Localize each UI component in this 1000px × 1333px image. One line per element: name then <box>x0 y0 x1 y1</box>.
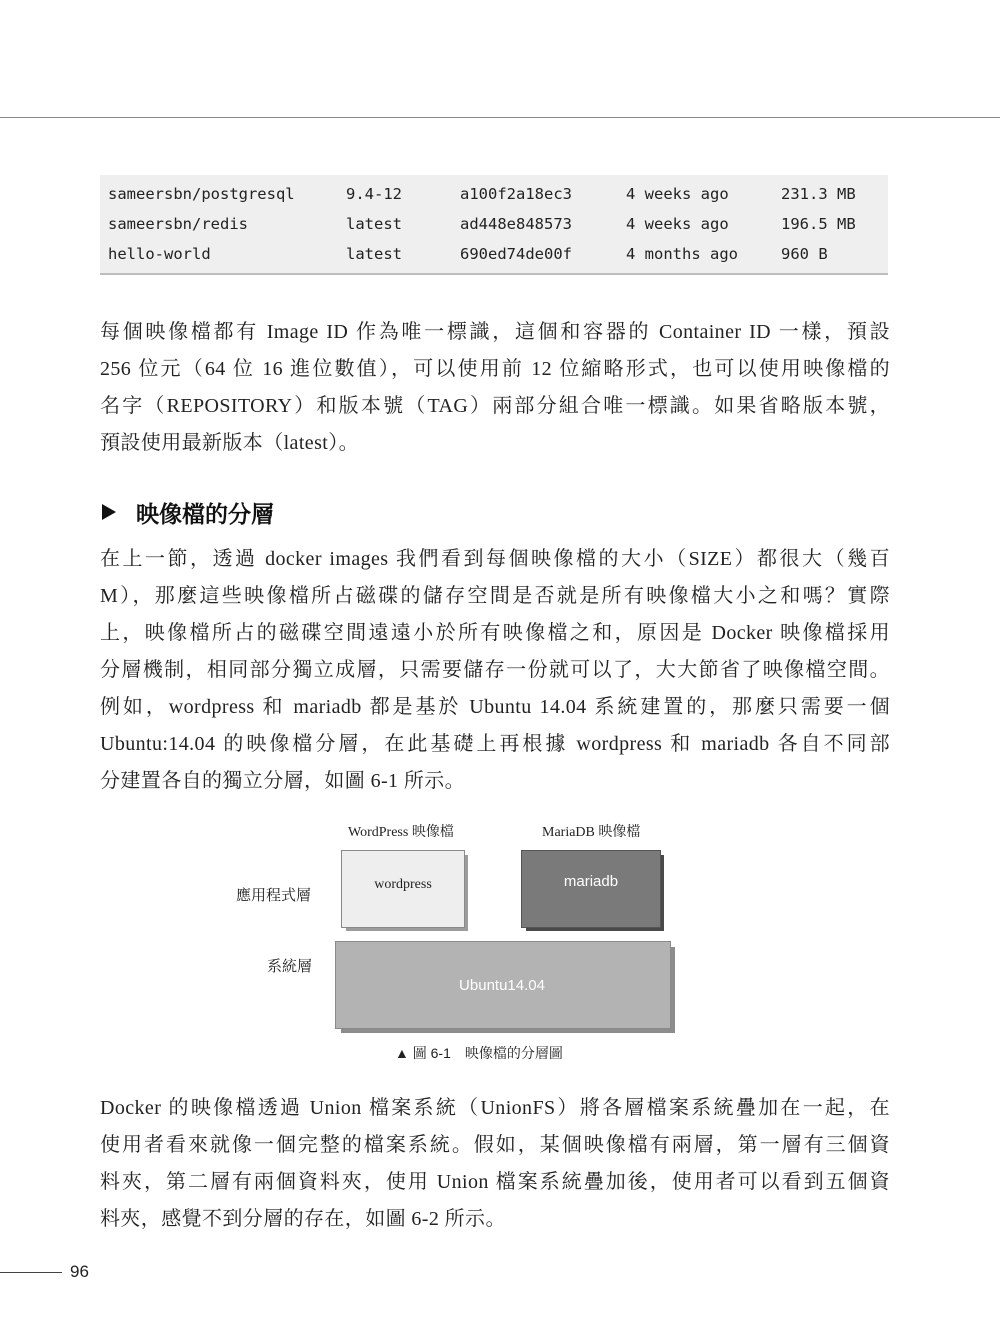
paragraph-line: Ubuntu:14.04 的映像檔分層，在此基礎上再根據 wordpress 和 mariadb 各自不同部 <box>100 733 890 755</box>
ubuntu-box-face <box>335 941 671 1029</box>
paragraph-line: 料夾，感覺不到分層的存在，如圖 6-2 所示。 <box>100 1208 506 1230</box>
column-label-wordpress: WordPress 映像檔 <box>348 825 454 840</box>
header-rule <box>0 117 1000 118</box>
mariadb-box-label: mariadb <box>563 873 619 890</box>
code-row <box>100 215 888 245</box>
section-heading <box>102 494 274 530</box>
paragraph-line: 料夾，第二層有兩個資料夾，使用 Union 檔案系統疊加後，使用者可以看到五個資 <box>100 1171 890 1193</box>
code-cell-size: 960 B <box>781 245 828 263</box>
row-label-application-layer: 應用程式層 <box>236 887 312 904</box>
code-cell-image-id: a100f2a18ec3 <box>460 185 572 203</box>
paragraph-line: 例如，wordpress 和 mariadb 都是基於 Ubuntu 14.04 系統建置的，那麼只需要一個 <box>100 696 890 718</box>
code-cell-tag: latest <box>346 215 402 233</box>
code-cell-image-id: 690ed74de00f <box>460 245 572 263</box>
footer-rule <box>0 1272 62 1273</box>
code-output-block <box>100 175 888 275</box>
code-row <box>100 245 888 275</box>
paragraph-layers <box>100 541 890 800</box>
layer-diagram <box>230 815 690 1065</box>
paragraph-image-id <box>100 314 890 462</box>
code-cell-image-id: ad448e848573 <box>460 215 572 233</box>
wordpress-box-label: wordpress <box>374 877 432 892</box>
code-cell-created: 4 months ago <box>626 245 738 263</box>
ubuntu-box-label: Ubuntu14.04 <box>459 976 545 994</box>
code-cell-tag: latest <box>346 245 402 263</box>
code-cell-repository: hello-world <box>108 245 211 263</box>
ubuntu-layer-box <box>335 941 677 1035</box>
code-cell-size: 196.5 MB <box>781 215 856 233</box>
column-label-mariadb: MariaDB 映像檔 <box>542 825 641 840</box>
mariadb-box-face <box>521 850 661 928</box>
paragraph-line: Docker 的映像檔透過 Union 檔案系統（UnionFS）將各層檔案系統疊加在一起，在 <box>100 1097 890 1119</box>
code-cell-created: 4 weeks ago <box>626 215 729 233</box>
paragraph-line: 分建置各自的獨立分層，如圖 6-1 所示。 <box>100 770 466 792</box>
paragraph-line: 預設使用最新版本（latest）。 <box>100 432 360 454</box>
paragraph-line: 使用者看來就像一個完整的檔案系統。假如，某個映像檔有兩層，第一層有三個資 <box>100 1134 890 1156</box>
paragraph-line: M），那麼這些映像檔所占磁碟的儲存空間是否就是所有映像檔大小之和嗎？實際 <box>100 585 890 607</box>
paragraph-line: 上，映像檔所占的磁碟空間遠遠小於所有映像檔之和，原因是 Docker 映像檔採用 <box>100 622 890 644</box>
triangle-bullet-icon <box>102 504 116 520</box>
code-cell-size: 231.3 MB <box>781 185 856 203</box>
paragraph-line: 在上一節，透過 docker images 我們看到每個映像檔的大小（SIZE）都很大（幾百 <box>100 548 890 570</box>
paragraph-line: 名字（REPOSITORY）和版本號（TAG）兩部分組合唯一標識。如果省略版本號， <box>100 395 890 417</box>
figure-caption: ▲ 圖 6-1 映像檔的分層圖 <box>395 1045 563 1061</box>
row-label-system-layer: 系統層 <box>267 958 313 975</box>
mariadb-layer-box <box>521 850 665 930</box>
wordpress-box-face <box>341 850 465 928</box>
code-cell-created: 4 weeks ago <box>626 185 729 203</box>
section-heading-text: 映像檔的分層 <box>136 501 274 528</box>
paragraph-unionfs <box>100 1090 890 1238</box>
paragraph-line: 每個映像檔都有 Image ID 作為唯一標識，這個和容器的 Container ID 一樣，預設 <box>100 321 890 343</box>
wordpress-layer-box <box>341 850 465 928</box>
page-number: 96 <box>70 1262 89 1281</box>
paragraph-line: 分層機制，相同部分獨立成層，只需要儲存一份就可以了，大大節省了映像檔空間。 <box>100 659 890 681</box>
code-row <box>100 185 888 215</box>
paragraph-line: 256 位元（64 位 16 進位數值），可以使用前 12 位縮略形式，也可以使用映像檔的 <box>100 358 890 380</box>
code-cell-repository: sameersbn/postgresql <box>108 185 295 203</box>
code-cell-repository: sameersbn/redis <box>108 215 248 233</box>
code-cell-tag: 9.4-12 <box>346 185 402 203</box>
